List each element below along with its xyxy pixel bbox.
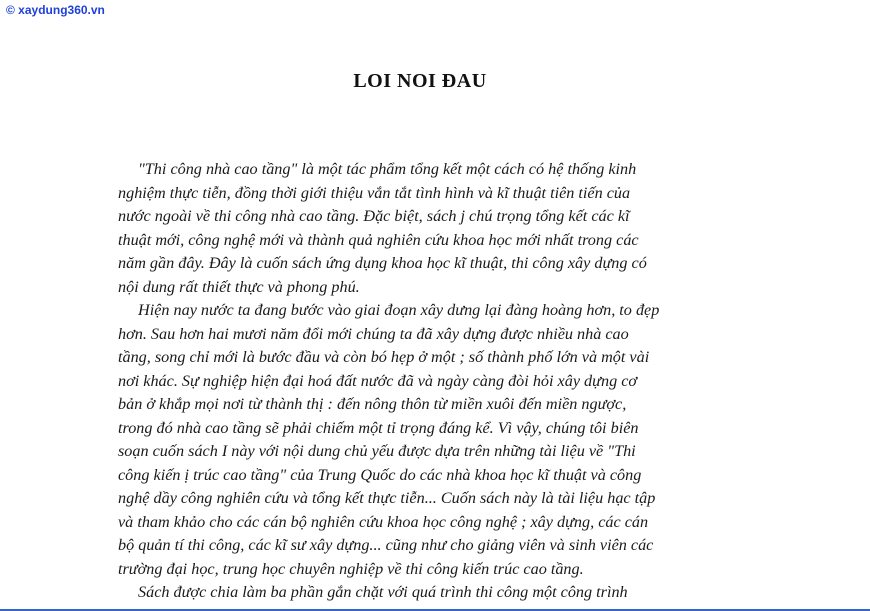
text-line: "Thi công nhà cao tầng" là một tác phẩm tổng kết một cách có hệ thống kinh: [138, 160, 637, 178]
text-line: nghệ dầy công nghiên cứu và tổng kết thực tiễn... Cuốn sách này là tài liệu hạc tập: [118, 489, 656, 507]
text-line: thuật mới, công nghệ mới và thành quả nghiên cứu khoa học mới nhất trong các: [118, 230, 639, 249]
text-line: bản ở khắp mọi nơi từ thành thị : đến nông thôn từ miền xuôi đến miền ngược,: [118, 395, 627, 413]
text-line: soạn cuốn sách I này với nội dung chủ yếu được dựa trên những tài liệu về "Thi: [118, 442, 636, 460]
text-line: trường đại học, trung học chuyên nghiệp về thi công kiến trúc cao tầng.: [118, 559, 584, 578]
text-line: trong đó nhà cao tầng sẽ phải chiếm một tỉ trọng đáng kể. Vì vậy, chúng tôi biên: [118, 418, 639, 437]
text-line: công kiến ị trúc cao tầng" của Trung Quốc do các nhà khoa học kĩ thuật và công: [118, 465, 642, 484]
page-title: LOI NOI ĐAU: [353, 70, 487, 92]
text-line: và tham khảo cho các cán bộ nghiên cứu khoa học công nghệ ; xây dựng, các cán: [118, 512, 649, 531]
watermark-logo: © xaydung360.vn: [6, 3, 105, 17]
text-line: tầng, song chỉ mới là bước đầu và còn bó hẹp ở một ; số thành phố lớn và một vài: [118, 348, 650, 366]
text-line: nơi khác. Sự nghiệp hiện đại hoá đất nước đã và ngày càng đòi hỏi xây dựng cơ: [118, 371, 638, 390]
preface-body: [118, 158, 698, 605]
text-line: nội dung rất thiết thực và phong phú.: [118, 277, 360, 296]
text-line: Hiện nay nước ta đang bước vào giai đoạn xây dưng lại đàng hoàng hơn, to đẹp: [138, 301, 660, 319]
text-line: Sách được chia làm ba phần gắn chặt với quá trình thi công một công trình: [138, 583, 628, 601]
text-line: năm gần đây. Đây là cuốn sách ứng dụng khoa học kĩ thuật, thi công xây dựng có: [118, 254, 647, 272]
text-line: nước ngoài về thi công nhà cao tầng. Đặc biệt, sách j chú trọng tổng kết các kĩ: [118, 207, 630, 225]
text-line: nghiệm thực tiễn, đồng thời giới thiệu vắn tắt tình hình và kĩ thuật tiên tiến của: [118, 183, 631, 202]
text-line: hơn. Sau hơn hai mươi năm đổi mới chúng ta đã xây dựng được nhiều nhà cao: [118, 324, 629, 343]
text-line: bộ quản tí thi công, các kĩ sư xây dựng... cũng như cho giảng viên và sinh viên các: [118, 536, 654, 554]
